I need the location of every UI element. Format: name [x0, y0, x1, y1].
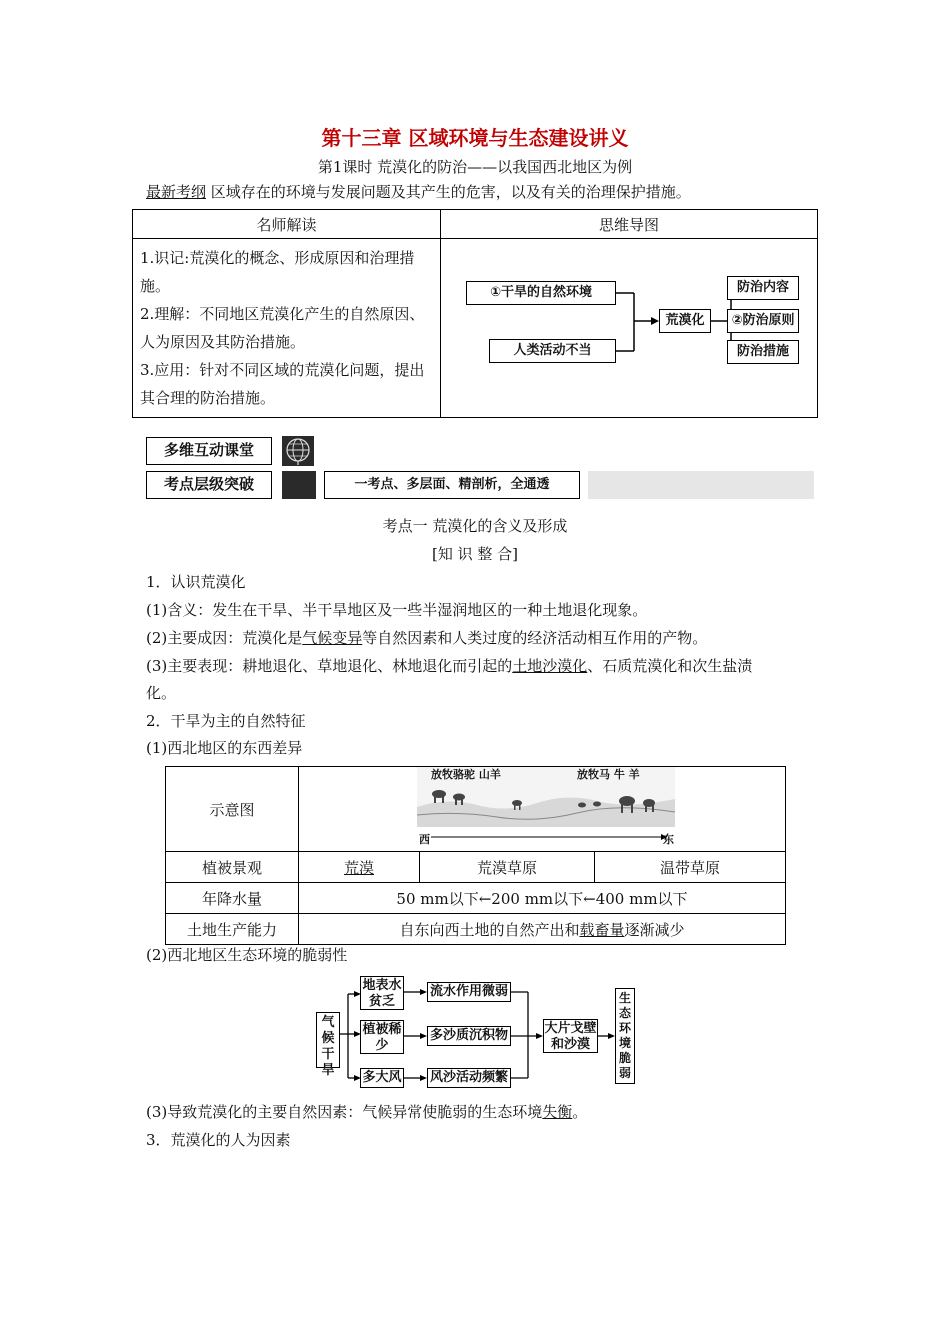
flow-weak-fluvial: 流水作用微弱 [427, 982, 511, 1002]
kaogang-line [146, 181, 691, 202]
banner-slogan: 一考点、多层面、精剖析，全通透 [324, 471, 580, 499]
veg-temperate-steppe: 温带草原 [595, 852, 786, 883]
paragraph-definition: (1)含义：发生在干旱、半干旱地区及一些半湿润地区的一种土地退化现象。 [146, 601, 648, 619]
east-west-table [165, 766, 786, 945]
lesson-subtitle: 第1课时 荒漠化的防治——以我国西北地区为例 [317, 158, 633, 176]
row-label-productivity: 土地生产能力 [166, 914, 299, 945]
text-span: 等自然因素和人类过度的经济活动相互作用的产物。 [362, 629, 708, 647]
intro-table [132, 209, 818, 418]
mindmap-prevention-principle: ②防治原则 [727, 309, 799, 333]
fragility-flowchart [316, 974, 640, 1094]
paragraph-east-west: (1)西北地区的东西差异 [146, 739, 303, 757]
underlined-term: 土地沙漠化 [512, 657, 588, 675]
dark-block-icon [282, 471, 316, 499]
paragraph-fragility: (2)西北地区生态环境的脆弱性 [146, 946, 348, 964]
globe-icon [282, 436, 314, 466]
col-header-mindmap: 思维导图 [441, 210, 818, 239]
productivity-text [299, 914, 786, 945]
flow-surface-water: 地表水贫乏 [360, 976, 404, 1010]
flow-strong-wind: 多大风 [360, 1068, 404, 1088]
mindmap-prevention-measures: 防治措施 [727, 340, 799, 364]
list-item: 3.应用：针对不同区域的荒漠化问题，提出其合理的防治措施。 [140, 361, 425, 407]
banner-classroom: 多维互动课堂 [146, 437, 272, 465]
paragraph-causes [146, 627, 707, 648]
flow-root-dry-climate: 气候干旱 [316, 1012, 340, 1068]
banner-breakthrough: 考点层级突破 [146, 471, 272, 499]
heading-2: 2．干旱为主的自然特征 [146, 712, 306, 730]
underlined-term: 载畜量 [579, 920, 625, 939]
list-item: 1.识记:荒漠化的概念、形成原因和治理措施。 [140, 249, 415, 295]
paragraph-manifestation [146, 655, 752, 676]
label-horse-cattle: 放牧马 牛 羊 [577, 768, 640, 781]
heading-1: 1．认识荒漠化 [146, 573, 246, 591]
mindmap-desertification: 荒漠化 [659, 309, 711, 333]
text-span: (2)主要成因：荒漠化是 [146, 629, 303, 647]
interpretation-list [134, 240, 439, 416]
flow-sparse-vegetation: 植被稀少 [360, 1020, 404, 1054]
page-title: 第十三章 区域环境与生态建设讲义 [321, 126, 629, 150]
text-span: (3)主要表现：耕地退化、草地退化、林地退化而引起的 [146, 657, 513, 675]
list-item: 2.理解：不同地区荒漠化产生的自然原因、人为原因及其防治措施。 [140, 305, 425, 351]
heading-3: 3．荒漠化的人为因素 [146, 1131, 291, 1149]
mindmap-dry-environment: ①干旱的自然环境 [466, 281, 616, 305]
section-subheading: [知 识 整 合] [431, 545, 518, 563]
diagram-cell [299, 767, 786, 852]
row-label-diagram: 示意图 [166, 767, 299, 852]
flow-fragile-ecology: 生态环境脆弱 [615, 988, 635, 1084]
paragraph-manifestation-cont: 化。 [146, 684, 177, 702]
underlined-term: 失衡 [542, 1103, 573, 1121]
text-span: 、石质荒漠化和次生盐渍 [587, 657, 753, 675]
text-span: (3)导致荒漠化的主要自然因素：气候异常使脆弱的生态环境 [146, 1103, 543, 1121]
mindmap-prevention-content: 防治内容 [727, 276, 799, 300]
underlined-term: 荒漠 [343, 858, 374, 877]
col-header-interpretation: 名师解读 [133, 210, 441, 239]
row-label-precip: 年降水量 [166, 883, 299, 914]
veg-desert-steppe: 荒漠草原 [420, 852, 595, 883]
flow-gobi-desert: 大片戈壁和沙漠 [544, 1021, 597, 1052]
section-heading: 考点一 荒漠化的含义及形成 [382, 517, 568, 535]
landscape-illustration [417, 767, 675, 849]
text-span: 。 [572, 1103, 588, 1121]
label-west: 西 [419, 833, 430, 846]
kaogang-label: 最新考纲 [146, 183, 207, 201]
row-label-vegetation: 植被景观 [166, 852, 299, 883]
label-camel-goat: 放牧骆驼 山羊 [431, 768, 501, 781]
precip-values: 50 mm以下←200 mm以下←400 mm以下 [299, 883, 786, 914]
grey-bar [588, 471, 814, 499]
kaogang-text: 区域存在的环境与发展问题及其产生的危害，以及有关的治理保护措施。 [210, 183, 691, 201]
mindmap-human-activity: 人类活动不当 [489, 339, 616, 363]
label-east: 东 [663, 833, 674, 846]
flow-sandy-deposits: 多沙质沉积物 [427, 1026, 511, 1046]
mindmap-cell [441, 239, 818, 418]
flow-frequent-sand: 风沙活动频繁 [427, 1068, 511, 1088]
underlined-term: 气候变异 [302, 629, 363, 647]
text-span: 逐渐减少 [624, 920, 685, 939]
paragraph-natural-factor [146, 1101, 587, 1122]
text-span: 自东向西土地的自然产出和 [399, 920, 580, 939]
veg-desert [299, 852, 420, 883]
